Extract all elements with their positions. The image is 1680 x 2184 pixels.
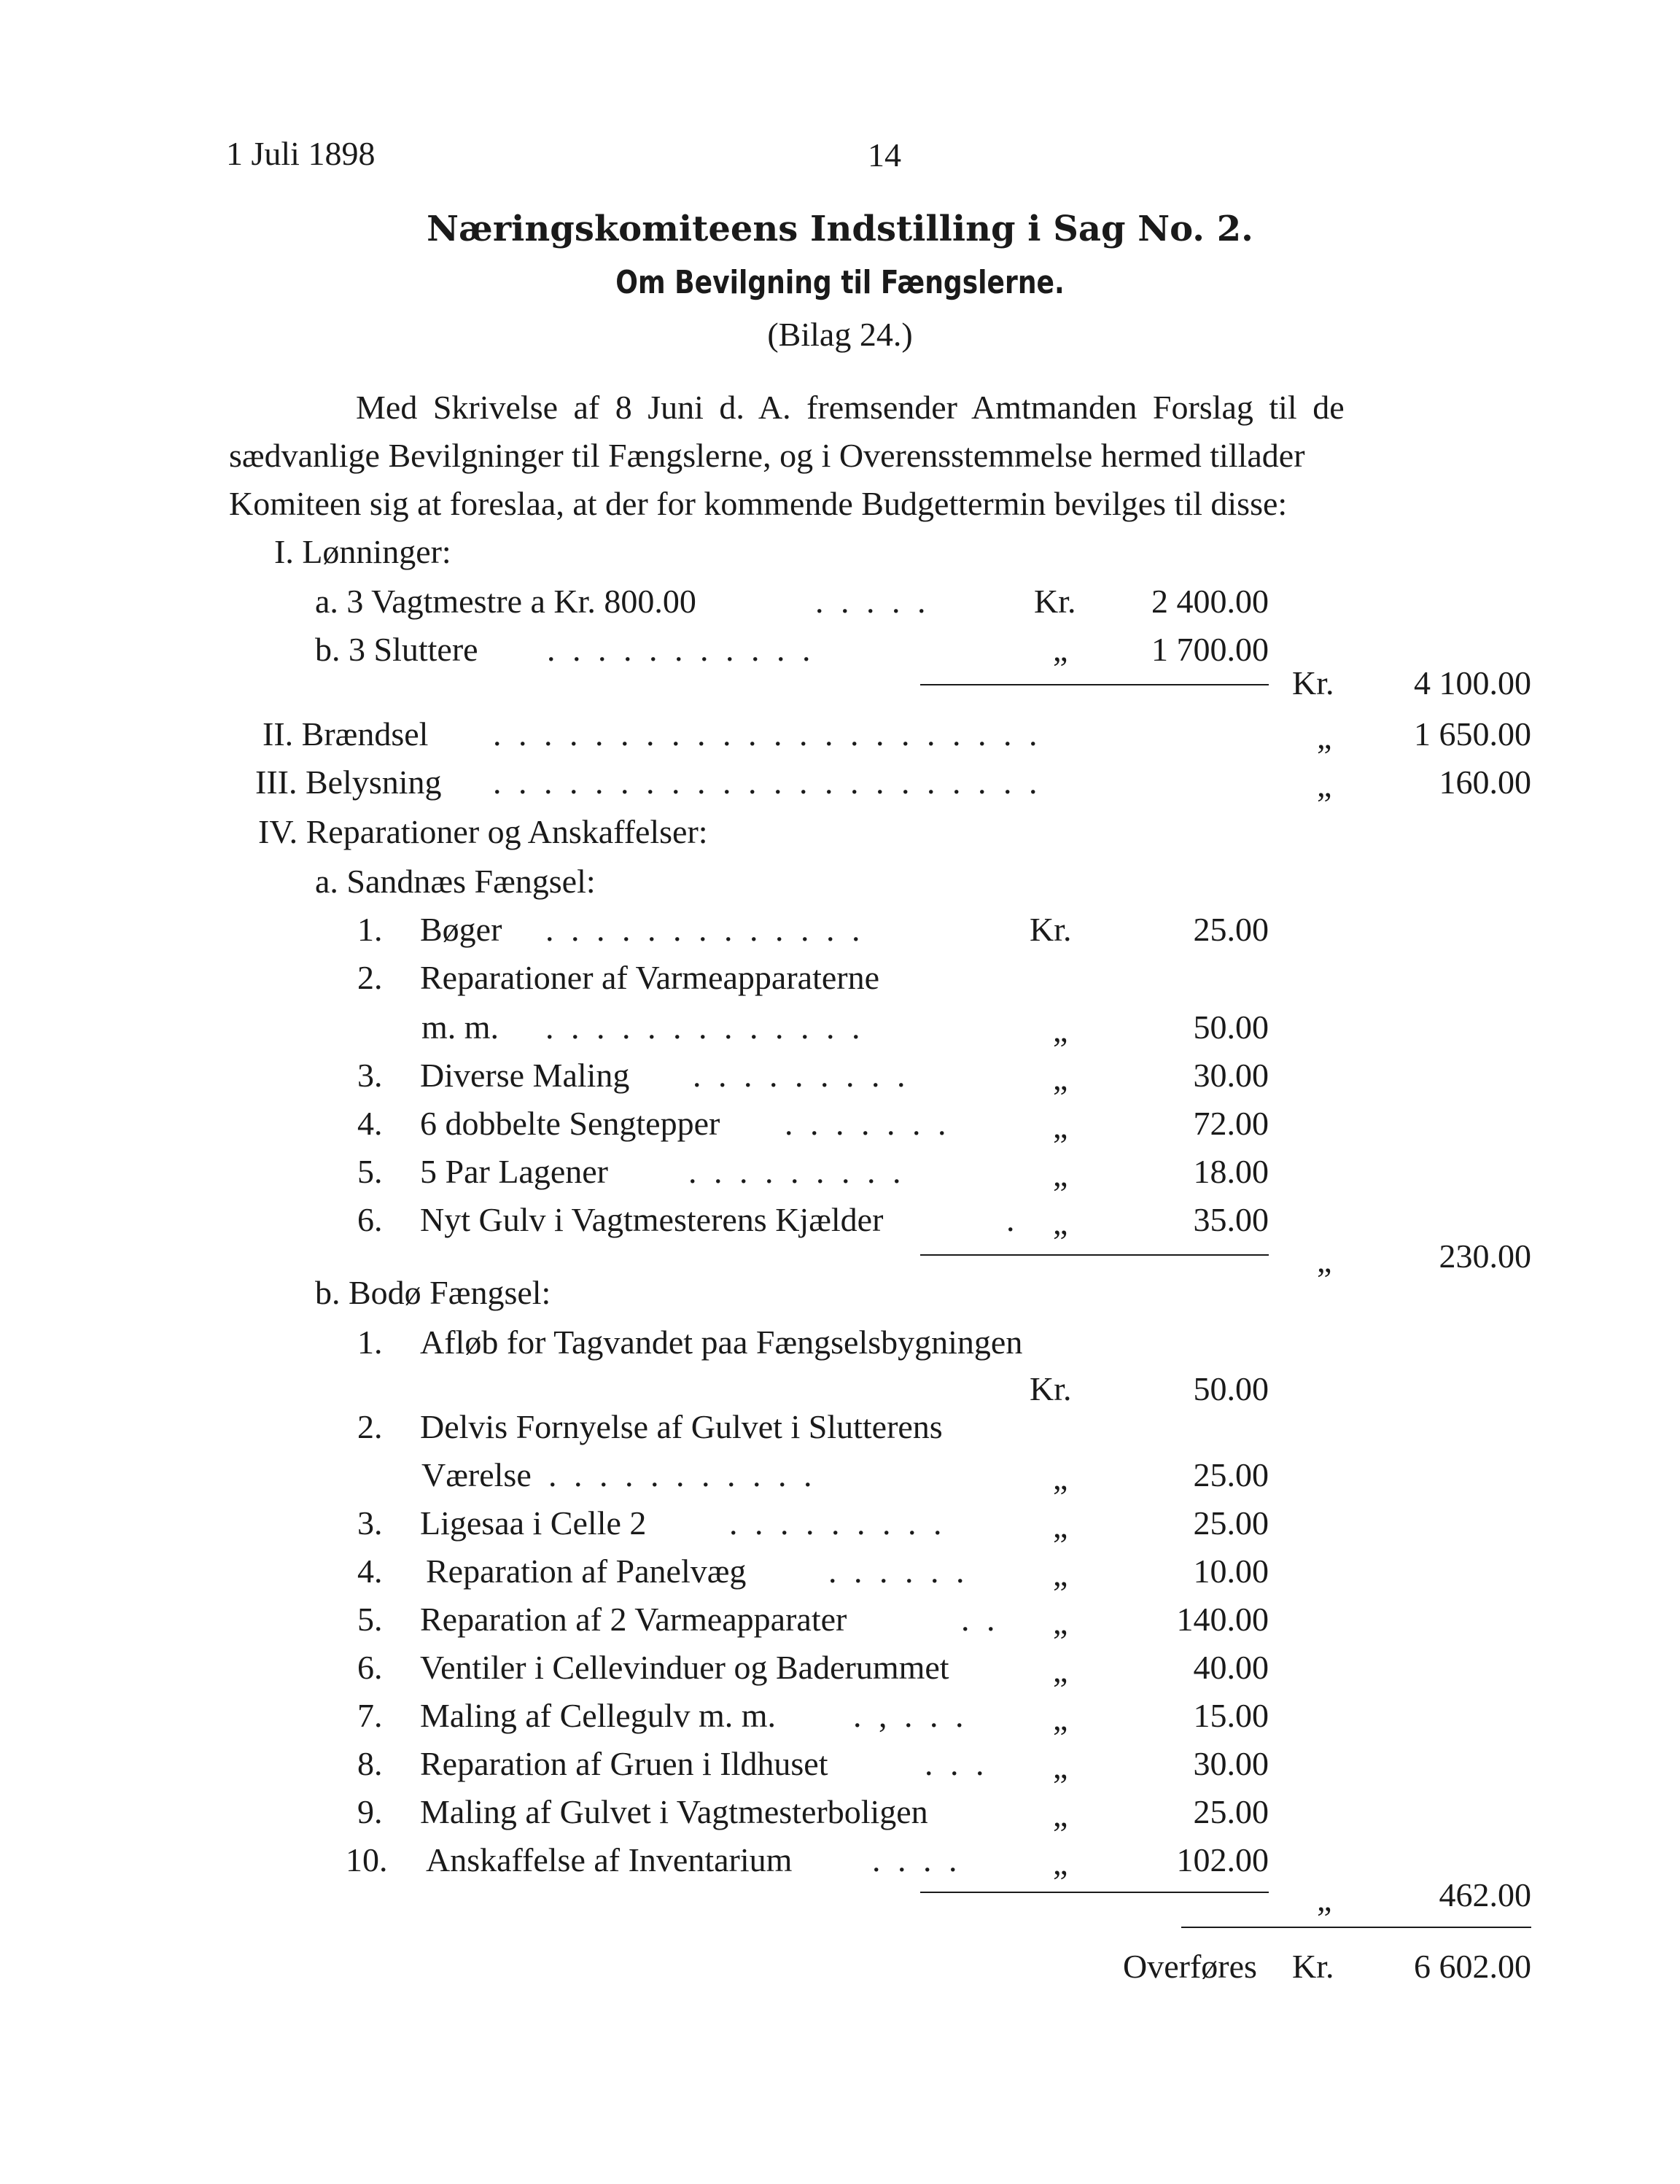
- carry-rule: [1181, 1927, 1531, 1928]
- item-a6-text: Nyt Gulv i Vagtmesterens Kjælder: [420, 1201, 884, 1238]
- section-IV-a-total-amount: 230.00: [1439, 1237, 1531, 1275]
- section-I-b-currency: „: [1053, 631, 1068, 668]
- page-number: 14: [868, 136, 901, 174]
- item-a1-text: Bøger: [420, 911, 502, 948]
- item-a5-currency: „: [1053, 1156, 1068, 1193]
- section-I-total-amount: 4 100.00: [1414, 664, 1531, 702]
- item-a1-num: 1.: [357, 911, 383, 948]
- item-a4-amount: 72.00: [1193, 1105, 1269, 1142]
- item-a2-text: Reparationer af Varmeapparaterne: [420, 959, 880, 996]
- item-a2-dots: . . . . . . . . . . . . .: [545, 1009, 865, 1046]
- section-II-label: II. Brændsel: [262, 715, 429, 753]
- item-a1-dots: . . . . . . . . . . . . .: [545, 911, 865, 948]
- item-b8-text: Reparation af Gruen i Ildhuset: [420, 1745, 828, 1782]
- section-II-amount: 1 650.00: [1414, 715, 1531, 753]
- section-IV-b-total-currency: „: [1317, 1881, 1332, 1918]
- item-a6-amount: 35.00: [1193, 1201, 1269, 1238]
- item-b2-num: 2.: [357, 1408, 383, 1445]
- section-IV-b-subtotal-rule: [920, 1892, 1269, 1893]
- item-b2-currency: „: [1053, 1459, 1068, 1496]
- item-b5-num: 5.: [357, 1601, 383, 1638]
- item-a5-amount: 18.00: [1193, 1153, 1269, 1190]
- intro-line-2: sædvanlige Bevilgninger til Fængslerne, og i Overensstemmelse hermed tillader: [229, 437, 1305, 474]
- section-IV-a-total-currency: „: [1317, 1242, 1332, 1279]
- section-IV-b-total-amount: 462.00: [1439, 1876, 1531, 1913]
- item-b3-dots: . . . . . . . . .: [729, 1504, 946, 1542]
- item-b1-currency: Kr.: [1030, 1370, 1072, 1407]
- item-b10-amount: 102.00: [1176, 1841, 1269, 1878]
- item-b3-num: 3.: [357, 1504, 383, 1542]
- item-b4-num: 4.: [357, 1552, 383, 1590]
- header-date: 1 Juli 1898: [226, 135, 376, 172]
- section-III-currency: „: [1317, 766, 1332, 804]
- section-I-b-amount: 1 700.00: [1151, 631, 1269, 668]
- section-I-a-dots: . . . . .: [815, 583, 930, 620]
- section-I-a-text: a. 3 Vagtmestre a Kr. 800.00: [315, 583, 696, 620]
- item-b8-amount: 30.00: [1193, 1745, 1269, 1782]
- item-b8-num: 8.: [357, 1745, 383, 1782]
- item-b9-amount: 25.00: [1193, 1793, 1269, 1830]
- item-b4-dots: . . . . . .: [828, 1552, 969, 1590]
- item-a2-cont: m. m.: [421, 1009, 499, 1046]
- item-b1-amount: 50.00: [1193, 1370, 1269, 1407]
- item-b8-dots: . . .: [925, 1745, 989, 1782]
- section-I-b-dots: . . . . . . . . . . .: [547, 631, 815, 668]
- item-a1-currency: Kr.: [1030, 911, 1072, 948]
- item-a6-currency: „: [1053, 1204, 1068, 1241]
- item-b10-currency: „: [1053, 1844, 1068, 1881]
- carry-amount: 6 602.00: [1414, 1948, 1531, 1985]
- item-b5-dots: . .: [961, 1601, 1000, 1638]
- item-b8-currency: „: [1053, 1748, 1068, 1785]
- section-I-subtotal-rule: [920, 684, 1269, 685]
- item-b6-num: 6.: [357, 1649, 383, 1686]
- item-a6-num: 6.: [357, 1201, 383, 1238]
- intro-line-3: Komiteen sig at foreslaa, at der for kommende Budgettermin bevilges til disse:: [229, 485, 1288, 522]
- item-b7-currency: „: [1053, 1700, 1068, 1737]
- section-I-a-amount: 2 400.00: [1151, 583, 1269, 620]
- item-a4-text: 6 dobbelte Sengtepper: [420, 1105, 720, 1142]
- item-b4-amount: 10.00: [1193, 1552, 1269, 1590]
- item-a4-dots: . . . . . . .: [785, 1105, 951, 1142]
- item-b5-text: Reparation af 2 Varmeapparater: [420, 1601, 847, 1638]
- section-IV-b-label: b. Bodø Fængsel:: [315, 1274, 551, 1311]
- section-I-total-currency: Kr.: [1292, 664, 1334, 702]
- section-II-currency: „: [1317, 718, 1332, 755]
- item-b6-amount: 40.00: [1193, 1649, 1269, 1686]
- item-a3-num: 3.: [357, 1057, 383, 1094]
- item-b7-amount: 15.00: [1193, 1697, 1269, 1734]
- item-b3-text: Ligesaa i Celle 2: [420, 1504, 647, 1542]
- section-III-label: III. Belysning: [255, 763, 442, 801]
- item-b7-num: 7.: [357, 1697, 383, 1734]
- section-III-dots: . . . . . . . . . . . . . . . . . . . . . .: [493, 763, 1042, 801]
- item-b2-text: Delvis Fornyelse af Gulvet i Slutterens: [420, 1408, 943, 1445]
- item-b1-num: 1.: [357, 1324, 383, 1361]
- item-b3-currency: „: [1053, 1507, 1068, 1544]
- item-a5-text: 5 Par Lagener: [420, 1153, 608, 1190]
- section-I-b-text: b. 3 Sluttere: [315, 631, 478, 668]
- item-b10-text: Anskaffelse af Inventarium: [426, 1841, 793, 1878]
- item-b7-text: Maling af Cellegulv m. m.: [420, 1697, 777, 1734]
- document-subtitle: Om Bevilgning til Fængslerne.: [615, 264, 1065, 301]
- intro-line-1: Med Skrivelse af 8 Juni d. A. fremsender Amtmanden Forslag til de: [356, 389, 1345, 426]
- item-b2-amount: 25.00: [1193, 1456, 1269, 1493]
- item-a3-dots: . . . . . . . . .: [693, 1057, 910, 1094]
- section-I-label: I. Lønninger:: [274, 533, 451, 570]
- item-b10-dots: . . . .: [872, 1841, 962, 1878]
- bilag-reference: (Bilag 24.): [767, 316, 913, 353]
- item-a4-num: 4.: [357, 1105, 383, 1142]
- document-title: Næringskomiteens Indstilling i Sag No. 2.: [427, 209, 1253, 249]
- section-III-amount: 160.00: [1439, 763, 1531, 801]
- item-a6-dots: .: [1006, 1201, 1019, 1238]
- item-b1-text: Afløb for Tagvandet paa Fængselsbygningen: [420, 1324, 1023, 1361]
- item-b10-num: 10.: [346, 1841, 388, 1878]
- item-a5-num: 5.: [357, 1153, 383, 1190]
- item-a4-currency: „: [1053, 1108, 1068, 1145]
- item-a3-text: Diverse Maling: [420, 1057, 630, 1094]
- item-a3-amount: 30.00: [1193, 1057, 1269, 1094]
- item-b9-num: 9.: [357, 1793, 383, 1830]
- item-b7-dots: . , . . .: [853, 1697, 968, 1734]
- item-b3-amount: 25.00: [1193, 1504, 1269, 1542]
- item-b9-text: Maling af Gulvet i Vagtmesterboligen: [420, 1793, 928, 1830]
- item-a2-currency: „: [1053, 1011, 1068, 1049]
- item-b6-text: Ventiler i Cellevinduer og Baderummet: [420, 1649, 949, 1686]
- section-IV-a-subtotal-rule: [920, 1254, 1269, 1256]
- section-IV-a-label: a. Sandnæs Fængsel:: [315, 863, 596, 900]
- carry-currency: Kr.: [1292, 1948, 1334, 1985]
- section-II-dots: . . . . . . . . . . . . . . . . . . . . . .: [493, 715, 1042, 753]
- item-b2-cont: Værelse: [421, 1456, 532, 1493]
- item-b4-text: Reparation af Panelvæg: [426, 1552, 747, 1590]
- item-a5-dots: . . . . . . . . .: [688, 1153, 906, 1190]
- section-IV-label: IV. Reparationer og Anskaffelser:: [258, 813, 708, 850]
- item-b5-amount: 140.00: [1176, 1601, 1269, 1638]
- item-a1-amount: 25.00: [1193, 911, 1269, 948]
- item-a2-amount: 50.00: [1193, 1009, 1269, 1046]
- item-b5-currency: „: [1053, 1604, 1068, 1641]
- item-b9-currency: „: [1053, 1796, 1068, 1833]
- item-b6-currency: „: [1053, 1652, 1068, 1689]
- item-b2-dots: . . . . . . . . . . .: [548, 1456, 817, 1493]
- item-a2-num: 2.: [357, 959, 383, 996]
- item-a3-currency: „: [1053, 1060, 1068, 1097]
- carry-label: Overføres: [1123, 1948, 1257, 1985]
- item-b4-currency: „: [1053, 1555, 1068, 1593]
- section-I-a-currency: Kr.: [1034, 583, 1076, 620]
